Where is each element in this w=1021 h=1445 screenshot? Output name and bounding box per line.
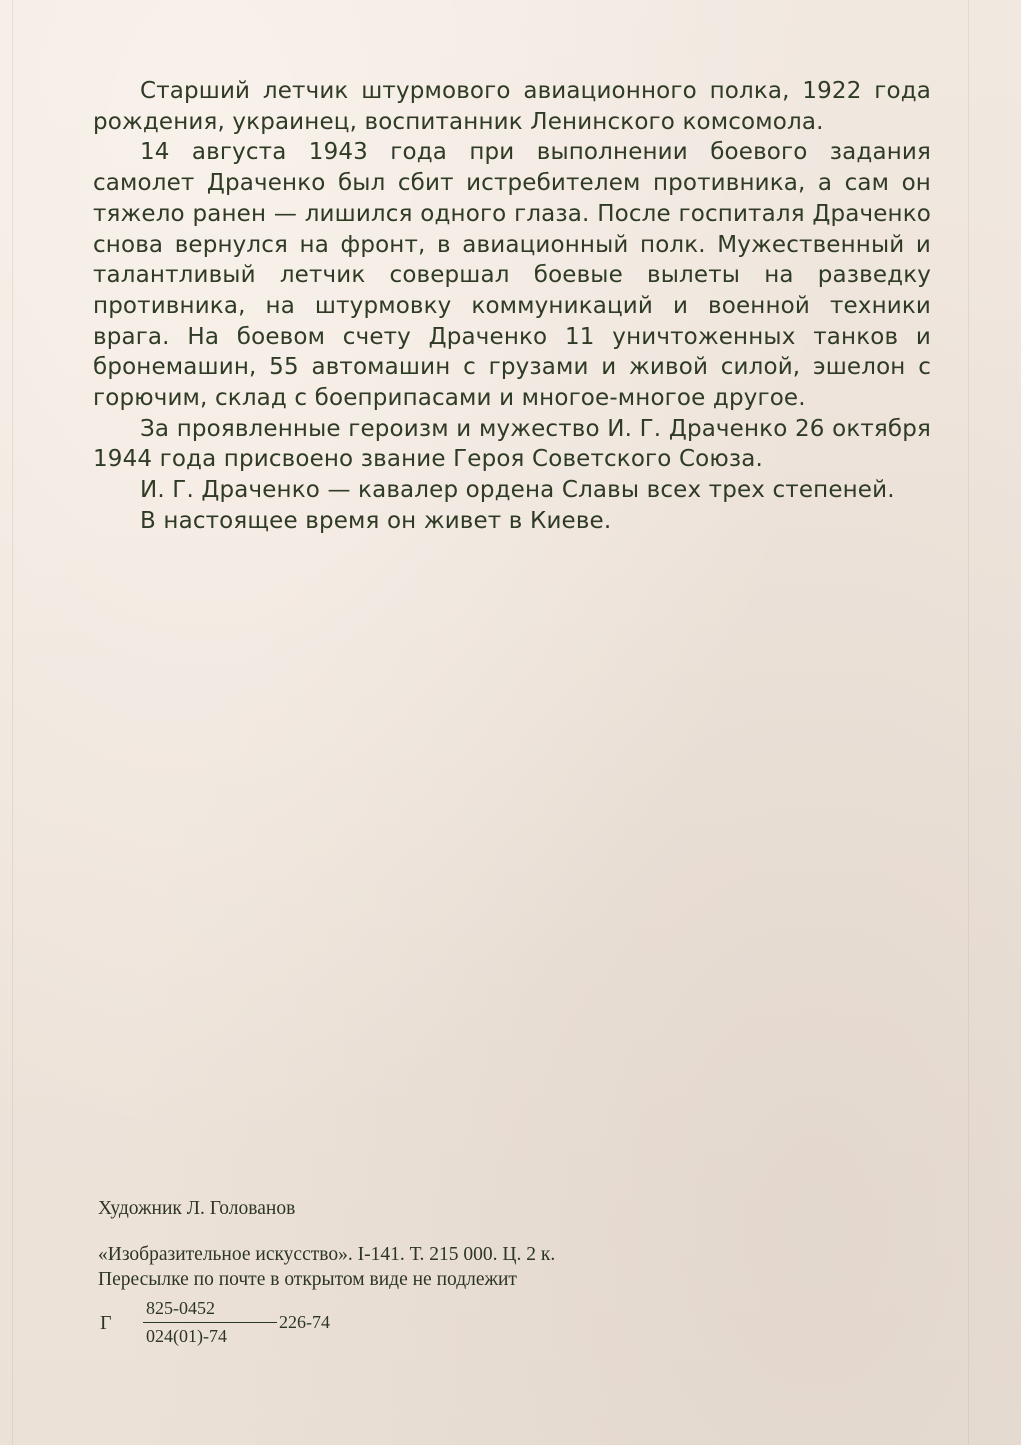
index-letter: Г: [100, 1312, 112, 1334]
bio-paragraph: 14 августа 1943 года при выполнении боевого задания самолет Драченко был сбит истребителем противника, а сам он тяжело ранен — лишился одного глаза. После госпиталя Драченко снова вернулся на фронт, в авиационный полк. Мужественный и талантливый летчик совершал боевые вылеты на разведку противника, на штурмовку коммуникаций и военной техники врага. На боевом счету Драченко 11 уничтоженных танков и бронемашин, 55 автомашин с грузами и живой силой, эшелон с горючим, склад с боеприпасами и многое-многое другое.: [93, 139, 931, 412]
paper-crease: [968, 0, 969, 1445]
bio-paragraph: Старший летчик штурмового авиационного полка, 1922 года рождения, украинец, воспитанник Ленинского комсомола.: [93, 78, 931, 135]
index-denominator: 024(01)-74: [146, 1326, 227, 1346]
index-numerator: 825-0452: [146, 1298, 215, 1318]
publisher-block: [98, 1242, 555, 1292]
biography-text: [93, 76, 931, 537]
bio-paragraph: За проявленные героизм и мужество И. Г. Драченко 26 октября 1944 года присвоено звание Героя Советского Союза.: [93, 415, 931, 473]
mail-note: Пересылке по почте в открытом виде не подлежит: [98, 1269, 517, 1290]
artist-credit: Художник Л. Голованов: [98, 1198, 296, 1219]
print-index: [98, 1298, 358, 1350]
index-suffix: 226-74: [279, 1312, 330, 1332]
publisher-line: «Изобразительное искусство». I-141. Т. 215 000. Ц. 2 к.: [98, 1244, 556, 1265]
bio-paragraph: И. Г. Драченко — кавалер ордена Славы всех трех степеней.: [140, 477, 895, 504]
bio-paragraph: В настоящее время он живет в Киеве.: [140, 507, 612, 534]
fraction-bar: [143, 1322, 277, 1323]
paper-crease: [12, 0, 13, 1445]
